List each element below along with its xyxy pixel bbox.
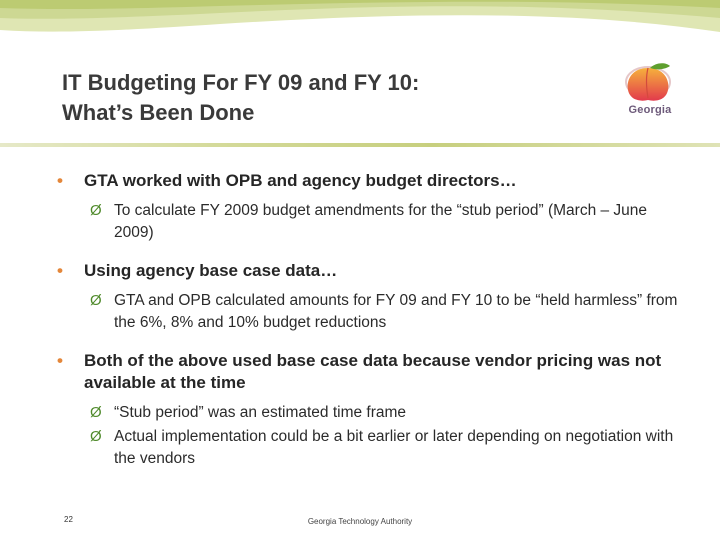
sub-text: GTA and OPB calculated amounts for FY 09 and FY 10 to be “held harmless” from the 6%, 8% and 10% budget reductions	[114, 292, 678, 331]
sub-item-2-1	[36, 290, 686, 334]
peach-icon	[612, 62, 684, 128]
bullet-text: Using agency base case data…	[84, 261, 338, 280]
page-number: 22	[64, 515, 73, 524]
sub-item-3-2	[36, 426, 686, 470]
sub-item-1-1	[36, 200, 686, 244]
title-line-1: IT Budgeting For FY 09 and FY 10:	[62, 70, 420, 95]
bullet-item-3	[36, 350, 686, 394]
bullet-text: Both of the above used base case data because vendor pricing was not available at the time	[84, 351, 662, 392]
bullet-item-2	[36, 260, 686, 282]
bullet-text: GTA worked with OPB and agency budget directors…	[84, 171, 517, 190]
slide-title	[62, 68, 582, 128]
title-line-2: What’s Been Done	[62, 100, 255, 125]
sub-text: To calculate FY 2009 budget amendments for the “stub period” (March – June 2009)	[114, 202, 648, 241]
arrow-icon: Ø	[90, 202, 102, 219]
bullet-dot: •	[57, 261, 63, 280]
arrow-icon: Ø	[90, 404, 102, 421]
georgia-logo-text: Georgia	[628, 104, 672, 116]
sub-item-3-1	[36, 402, 686, 424]
bullet-item-1	[36, 170, 686, 192]
sub-text: Actual implementation could be a bit earlier or later depending on negotiation with the vendors	[114, 428, 674, 467]
arrow-icon: Ø	[90, 428, 102, 445]
bullet-dot: •	[57, 171, 63, 190]
bullet-list	[36, 170, 686, 470]
sub-text: “Stub period” was an estimated time frame	[114, 404, 407, 421]
footer-organization: Georgia Technology Authority	[307, 517, 413, 526]
title-divider	[0, 143, 720, 147]
bullet-dot: •	[57, 351, 63, 370]
arrow-icon: Ø	[90, 292, 102, 309]
top-wave-decoration	[0, 0, 720, 60]
